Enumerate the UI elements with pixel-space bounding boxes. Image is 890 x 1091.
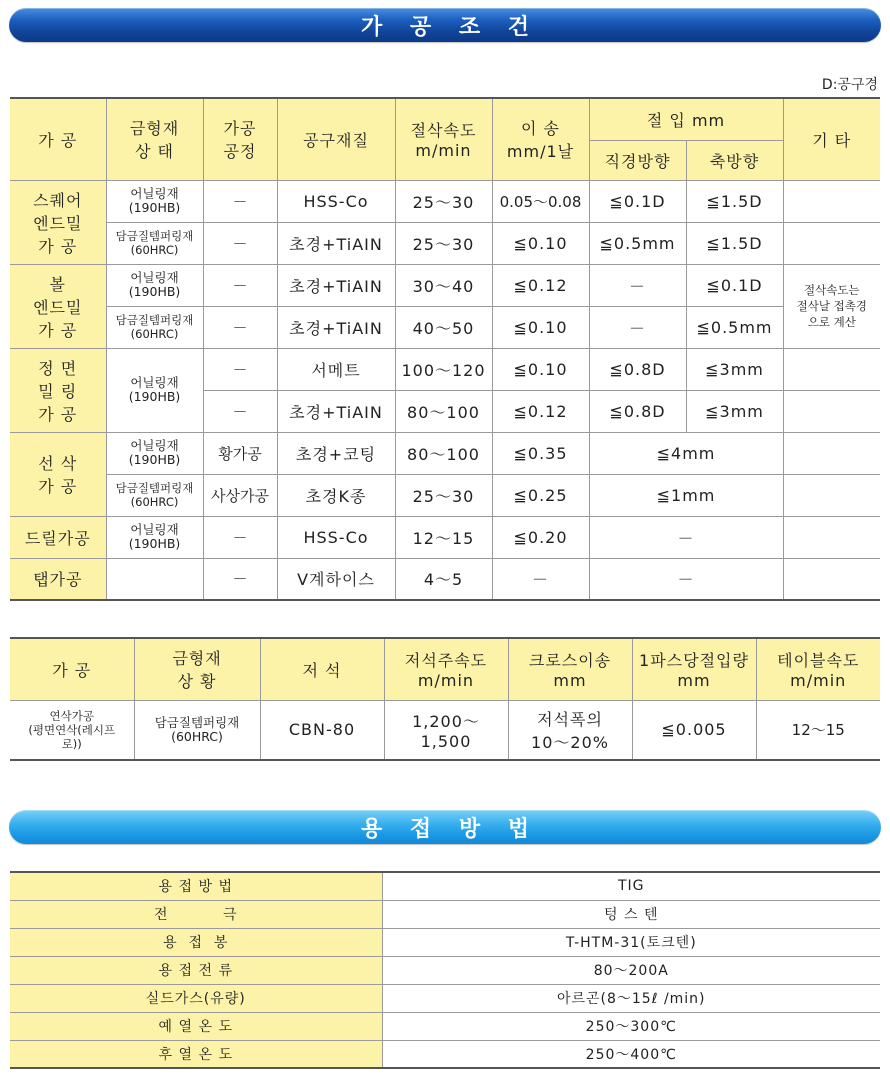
table-speed-cell: 12～15 — [756, 700, 880, 760]
process-cell — [10, 700, 134, 760]
step-cell: － — [203, 390, 277, 432]
tool-cell: HSS-Co — [277, 180, 395, 222]
header-wheel-speed-line2: m/min — [417, 671, 475, 691]
table-row — [10, 700, 880, 760]
welding-method-table — [10, 871, 880, 1069]
etc-cell — [783, 432, 880, 474]
etc-cell — [783, 390, 880, 432]
material-line1: 어닐링재 — [130, 438, 179, 453]
axial-cell: ≦0.5mm — [686, 306, 783, 348]
radial-cell: － — [589, 264, 686, 306]
etc-note-line1: 절삭속도는 — [803, 283, 860, 297]
header-etc: 기 타 — [783, 98, 880, 180]
material-line2: (190HB) — [128, 452, 181, 467]
radial-cell: ≦0.1D — [589, 180, 686, 222]
header-mold — [134, 638, 260, 700]
header-mold-line2: 상 황 — [177, 672, 217, 692]
group-ball-endmill — [10, 264, 106, 348]
material-cell — [106, 516, 203, 558]
welding-label-cell: 예 열 온 도 — [10, 1012, 382, 1040]
material-line1: 어닐링재 — [130, 375, 179, 390]
feed-cell: － — [492, 558, 589, 600]
speed-cell: 100～120 — [395, 348, 492, 390]
group-square-line2: 엔드밀 — [33, 213, 83, 233]
header-cut-speed-line1: 절삭속도 — [410, 121, 477, 141]
radial-cell: ≦0.5mm — [589, 222, 686, 264]
group-square-endmill — [10, 180, 106, 264]
cross-feed-cell — [508, 700, 632, 760]
mold-cell — [134, 700, 260, 760]
speed-cell: 25～30 — [395, 180, 492, 222]
etc-cell — [783, 516, 880, 558]
depth-cell: － — [589, 516, 783, 558]
speed-cell: 40～50 — [395, 306, 492, 348]
material-line1: 어닐링재 — [130, 522, 179, 537]
feed-cell: ≦0.10 — [492, 222, 589, 264]
step-cell: － — [203, 348, 277, 390]
material-line1: 어닐링재 — [130, 186, 179, 201]
header-wheel-speed — [384, 638, 508, 700]
group-turning — [10, 432, 106, 516]
speed-cell: 80～100 — [395, 390, 492, 432]
material-cell — [106, 180, 203, 222]
welding-label-cell: 용 접 봉 — [10, 928, 382, 956]
material-cell — [106, 474, 203, 516]
section-title-machining: 가 공 조 건 — [361, 14, 539, 40]
welding-label-cell: 전 극 — [10, 900, 382, 928]
feed-cell: ≦0.12 — [492, 264, 589, 306]
etc-cell — [783, 222, 880, 264]
depth-cell: ≦1mm — [589, 474, 783, 516]
step-cell: － — [203, 516, 277, 558]
table-row — [10, 222, 880, 264]
table-row — [10, 984, 880, 1012]
group-face-line3: 가 공 — [38, 404, 78, 424]
speed-cell: 4～5 — [395, 558, 492, 600]
table-row — [10, 432, 880, 474]
mold-line1: 담금질템퍼링재 — [154, 714, 240, 730]
welding-value-cell: TIG — [382, 872, 880, 900]
step-cell: 황가공 — [203, 432, 277, 474]
header-wheel: 저 석 — [260, 638, 384, 700]
etc-note-cell — [783, 264, 880, 348]
wheel-cell: CBN-80 — [260, 700, 384, 760]
radial-cell: ≦0.8D — [589, 390, 686, 432]
table-row — [10, 1040, 880, 1068]
grinding-conditions-table — [10, 637, 880, 761]
depth-cell: ≦4mm — [589, 432, 783, 474]
etc-cell — [783, 348, 880, 390]
tool-cell: 초경+TiAIN — [277, 222, 395, 264]
header-cut-speed — [395, 98, 492, 180]
tool-cell: V계하이스 — [277, 558, 395, 600]
group-square-line3: 가 공 — [38, 236, 78, 256]
header-feed-line2: mm/1날 — [506, 142, 575, 162]
table-header-row — [10, 98, 880, 140]
axial-cell: ≦0.1D — [686, 264, 783, 306]
wheel-speed-cell — [384, 700, 508, 760]
table-row — [10, 558, 880, 600]
table-row — [10, 474, 880, 516]
etc-cell — [783, 474, 880, 516]
header-step-line1: 가공 — [223, 119, 257, 139]
group-square-line1: 스퀘어 — [33, 190, 83, 210]
material-cell — [106, 306, 203, 348]
header-feed — [492, 98, 589, 180]
table-row — [10, 264, 880, 306]
feed-cell: ≦0.25 — [492, 474, 589, 516]
step-cell: 사상가공 — [203, 474, 277, 516]
welding-value-cell: 텅 스 텐 — [382, 900, 880, 928]
group-face-milling — [10, 348, 106, 432]
cross-line1: 저석폭의 — [537, 709, 603, 729]
group-drilling: 드릴가공 — [10, 516, 106, 558]
table-row — [10, 348, 880, 390]
tool-cell: 초경+TiAIN — [277, 264, 395, 306]
material-cell — [106, 432, 203, 474]
welding-label-cell: 용 접 방 법 — [10, 872, 382, 900]
axial-cell: ≦1.5D — [686, 222, 783, 264]
group-face-line1: 정 면 — [38, 358, 78, 378]
note-tool-diameter: D:공구경 — [821, 77, 878, 93]
header-pass-line1: 1파스당절입량 — [639, 651, 749, 671]
header-depth-axial: 축방향 — [686, 140, 783, 180]
speed-cell: 30～40 — [395, 264, 492, 306]
material-cell — [106, 222, 203, 264]
material-line2: (60HRC) — [130, 495, 179, 509]
cross-line2: 10～20% — [531, 732, 609, 752]
table-row — [10, 900, 880, 928]
etc-note-line2: 절삭날 접촉경 — [796, 299, 867, 313]
header-cross-line1: 크로스이송 — [528, 651, 612, 671]
mold-line2: (60HRC) — [171, 728, 223, 744]
process-line3: 로)) — [61, 736, 82, 751]
radial-cell: ≦0.8D — [589, 348, 686, 390]
step-cell: － — [203, 180, 277, 222]
radial-cell: － — [589, 306, 686, 348]
material-line1: 담금질템퍼링재 — [115, 481, 194, 495]
header-mold-state — [106, 98, 203, 180]
material-line2: (60HRC) — [130, 243, 179, 257]
section-banner-welding — [9, 810, 881, 844]
welding-value-cell: 250～300℃ — [382, 1012, 880, 1040]
header-table-speed — [756, 638, 880, 700]
process-line1: 연삭가공 — [49, 708, 94, 723]
feed-cell: 0.05～0.08 — [492, 180, 589, 222]
section-banner-machining — [9, 8, 881, 42]
group-turning-line1: 선 삭 — [38, 454, 78, 473]
step-cell: － — [203, 264, 277, 306]
tool-cell: HSS-Co — [277, 516, 395, 558]
pass-depth-cell: ≦0.005 — [632, 700, 756, 760]
tool-cell: 초경+TiAIN — [277, 390, 395, 432]
speed-cell: 25～30 — [395, 222, 492, 264]
axial-cell: ≦3mm — [686, 390, 783, 432]
tool-cell: 서메트 — [277, 348, 395, 390]
wheel-speed-line2: 1,500 — [420, 731, 472, 751]
etc-cell — [783, 180, 880, 222]
machining-conditions-table — [10, 97, 880, 601]
material-line2: (190HB) — [128, 389, 181, 404]
tool-cell: 초경+코팅 — [277, 432, 395, 474]
header-process: 가 공 — [10, 638, 134, 700]
header-depth-radial: 직경방향 — [589, 140, 686, 180]
header-pass-depth — [632, 638, 756, 700]
group-face-line2: 밀 링 — [38, 381, 78, 401]
group-tapping: 탭가공 — [10, 558, 106, 600]
header-step — [203, 98, 277, 180]
header-depth: 절 입 mm — [589, 98, 783, 140]
step-cell: － — [203, 306, 277, 348]
feed-cell: ≦0.20 — [492, 516, 589, 558]
material-cell — [106, 348, 203, 432]
material-cell — [106, 264, 203, 306]
material-line1: 어닐링재 — [130, 270, 179, 285]
axial-cell: ≦3mm — [686, 348, 783, 390]
header-cut-speed-line2: m/min — [415, 141, 472, 161]
step-cell: － — [203, 222, 277, 264]
header-table-speed-line1: 테이블속도 — [777, 651, 860, 671]
group-turning-line2: 가 공 — [38, 477, 78, 496]
speed-cell: 12～15 — [395, 516, 492, 558]
header-step-line2: 공정 — [223, 142, 257, 162]
feed-cell: ≦0.10 — [492, 306, 589, 348]
table-row — [10, 306, 880, 348]
tool-cell: 초경K종 — [277, 474, 395, 516]
welding-value-cell: 250～400℃ — [382, 1040, 880, 1068]
feed-cell: ≦0.10 — [492, 348, 589, 390]
header-cross-line2: mm — [553, 671, 587, 691]
table-row — [10, 180, 880, 222]
group-ball-line1: 볼 — [49, 274, 66, 294]
depth-cell: － — [589, 558, 783, 600]
step-cell: － — [203, 558, 277, 600]
table-row — [10, 516, 880, 558]
header-wheel-speed-line1: 저석주속도 — [404, 651, 488, 671]
header-feed-line1: 이 송 — [521, 119, 560, 139]
welding-label-cell: 후 열 온 도 — [10, 1040, 382, 1068]
tool-cell: 초경+TiAIN — [277, 306, 395, 348]
table-row — [10, 928, 880, 956]
wheel-speed-line1: 1,200～ — [412, 711, 480, 731]
material-line1: 담금질템퍼링재 — [115, 313, 194, 327]
header-tool-material: 공구재질 — [277, 98, 395, 180]
header-process: 가 공 — [10, 98, 106, 180]
material-line1: 담금질템퍼링재 — [115, 229, 194, 243]
etc-cell — [783, 558, 880, 600]
welding-value-cell: T-HTM-31(토크텐) — [382, 928, 880, 956]
material-line2: (190HB) — [128, 284, 181, 299]
welding-value-cell: 80～200A — [382, 956, 880, 984]
welding-label-cell: 실드가스(유량) — [10, 984, 382, 1012]
welding-value-cell: 아르곤(8～15ℓ /min) — [382, 984, 880, 1012]
material-line2: (190HB) — [128, 200, 181, 215]
material-line2: (60HRC) — [130, 327, 179, 341]
header-cross-feed — [508, 638, 632, 700]
header-mold-line1: 금형재 — [172, 649, 222, 669]
group-ball-line2: 엔드밀 — [33, 297, 83, 317]
table-row — [10, 956, 880, 984]
material-cell — [106, 558, 203, 600]
etc-note-line3: 으로 계산 — [807, 315, 856, 329]
process-line2: (평면연삭(레시프 — [28, 722, 116, 737]
axial-cell: ≦1.5D — [686, 180, 783, 222]
table-row — [10, 1012, 880, 1040]
speed-cell: 25～30 — [395, 474, 492, 516]
table-row — [10, 872, 880, 900]
welding-label-cell: 용 접 전 류 — [10, 956, 382, 984]
header-mold-state-line1: 금형재 — [129, 119, 180, 139]
feed-cell: ≦0.35 — [492, 432, 589, 474]
section-title-welding: 용 접 방 법 — [361, 816, 539, 842]
speed-cell: 80～100 — [395, 432, 492, 474]
header-pass-line2: mm — [677, 671, 711, 691]
material-line2: (190HB) — [128, 536, 181, 551]
feed-cell: ≦0.12 — [492, 390, 589, 432]
table-header-row — [10, 638, 880, 700]
header-table-speed-line2: m/min — [790, 671, 847, 691]
group-ball-line3: 가 공 — [38, 320, 78, 340]
header-mold-state-line2: 상 태 — [135, 142, 174, 162]
